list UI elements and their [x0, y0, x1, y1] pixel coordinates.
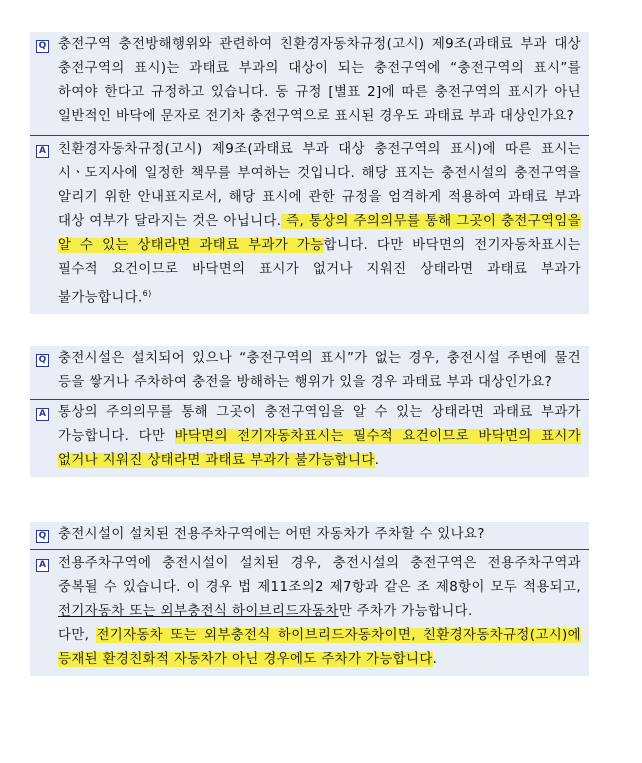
answer-text-part: 통상의 주의의무를 통해 그곳이 충전구역임을 알 수 있는 상태라면 과태료 부과가 가능합니다. 다만 — [58, 405, 581, 444]
question-text: 충전시설은 설치되어 있으나 “충전구역의 표시”가 없는 경우, 충전시설 주변에 물건 등을 쌓거나 주차하여 충전을 방해하는 행위가 있을 경우 과태료 부과 대상인가요? — [58, 351, 581, 390]
answer-text — [58, 138, 581, 310]
qa-block-3 — [30, 522, 589, 676]
answer-highlight: 전기자동차 또는 외부충전식 하이브리드자동차이면, 친환경자동차규정(고시)에 등재된 환경친화적 자동차가 아닌 경우에도 주차가 가능합니다 — [58, 628, 581, 667]
question-row — [30, 346, 589, 399]
question-badge-icon: Q — [36, 354, 49, 367]
answer-text — [58, 401, 581, 473]
question-badge-icon: Q — [36, 530, 49, 543]
answer-text-2 — [58, 624, 581, 672]
answer-text-part: 다만, — [58, 628, 97, 643]
answer-text-part: . — [374, 453, 380, 468]
answer-text-part: . — [432, 652, 438, 667]
answer-badge-icon: A — [36, 408, 49, 421]
answer-row — [30, 399, 589, 477]
answer-badge-icon: A — [36, 145, 49, 158]
footnote-marker: 6) — [142, 289, 152, 298]
answer-highlight: 바닥면의 전기자동차표시는 필수적 요건이므로 바닥면의 표시가 없거나 지워진 상태라면 과태료 부과가 불가능합니다 — [58, 429, 581, 468]
qa-block-1 — [30, 32, 589, 314]
question-row — [30, 522, 589, 549]
answer-text-part: 합니다. 다만 바닥면의 전기자동차표시는 필수적 요건이므로 바닥면의 표시가 없거나 지워진 상태라면 과태료 부과가 불가능합니다. — [58, 238, 581, 306]
answer-text — [58, 552, 581, 624]
question-badge-icon: Q — [36, 40, 49, 53]
question-row — [30, 32, 589, 135]
answer-highlight: 즉, 통상의 주의의무를 통해 그곳이 충전구역임을 알 수 있는 상태라면 과태료 부과가 가능 — [58, 214, 581, 253]
question-text: 충전시설이 설치된 전용주차구역에는 어떤 자동차가 주차할 수 있나요? — [58, 527, 485, 542]
answer-text-part: 전용주차구역에 충전시설이 설치된 경우, 충전시설의 충전구역은 전용주차구역과 중복될 수 있습니다. 이 경우 법 제11조의2 제7항과 같은 조 제8항이 모두 적용되고, — [58, 556, 581, 595]
answer-text-part: 만 주차가 가능합니다. — [338, 604, 473, 619]
qa-block-2 — [30, 346, 589, 477]
answer-row — [30, 135, 589, 314]
answer-badge-icon: A — [36, 559, 49, 572]
answer-row — [30, 549, 589, 676]
answer-text-part: 친환경자동차규정(고시) 제9조(과태료 부과 대상 충전구역의 표시)에 따른 표시는 시ㆍ도지사에 일정한 책무를 부여하는 것입니다. 해당 표지는 충전시설의 충전구역을 알리기 위한 안내표지로서, 해당 표시에 관한 규정을 엄격하게 적용하여 과태료 부과 대상 여부가 달라지는 것은 아닙니다. — [58, 142, 581, 229]
answer-underline: 전기자동차 또는 외부충전식 하이브리드자동차 — [58, 604, 339, 619]
question-text: 충전구역 충전방해행위와 관련하여 친환경자동차규정(고시) 제9조(과태료 부과 대상 충전구역의 표시)는 과태료 부과의 대상이 되는 충전구역에 “충전구역의 표시”를 하여야 한다고 규정하고 있습니다. 동 규정 [별표 2]에 따른 충전구역의 표시가 아닌 일반적인 바닥에 문자로 전기차 충전구역으로 표시된 경우도 과태료 부과 대상인가요? — [58, 37, 581, 124]
